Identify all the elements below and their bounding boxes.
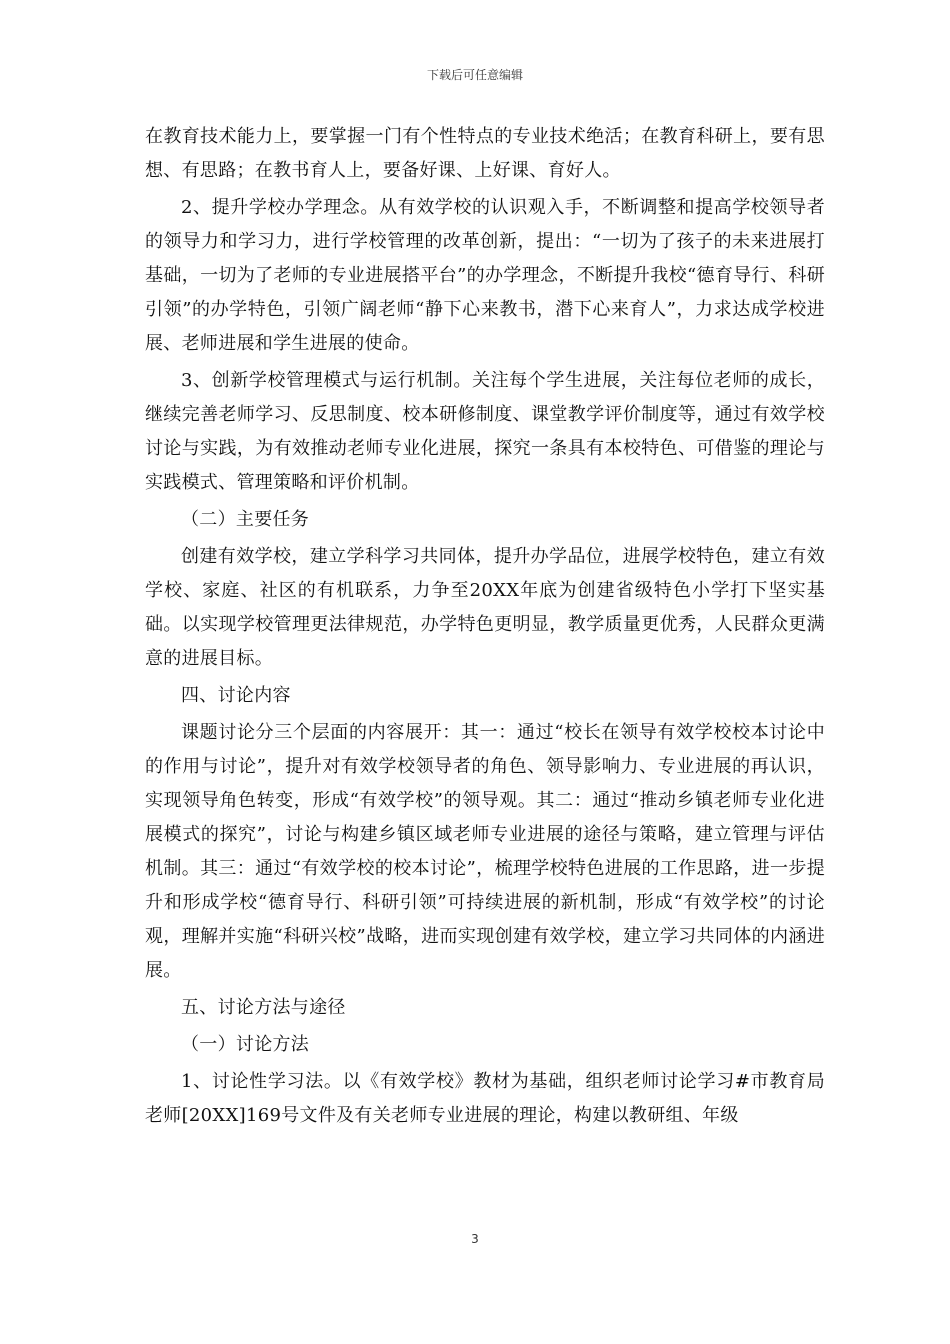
paragraph-continuation: 在教育技术能力上，要掌握一门有个性特点的专业技术绝活；在教育科研上，要有思想、有思路；在教书育人上，要备好课、上好课、育好人。 [145,126,825,181]
paragraph-section-4: 课题讨论分三个层面的内容展开：其一：通过“校长在领导有效学校校本讨论中的作用与讨论”，提升对有效学校领导者的角色、领导影响力、专业进展的再认识，实现领导角色转变，形成“有效学校”的领导观。其二：通过“推动乡镇老师专业化进展模式的探究”，讨论与构建乡镇区域老师专业进展的途径与策略，建立管理与评估机制。其三：通过“有效学校的校本讨论”，梳理学校特色进展的工作思路，进一步提升和形成学校“德育导行、科研引领”可持续进展的新机制，形成“有效学校”的讨论观，理解并实施“科研兴校”战略，进而实现创建有效学校，建立学习共同体的内涵进展。 [145,722,825,981]
heading-section-4: 四、讨论内容 [181,685,291,706]
paragraph-main-tasks: 创建有效学校，建立学科学习共同体，提升办学品位，进展学校特色，建立有效学校、家庭、社区的有机联系，力争至20XX年底为创建省级特色小学打下坚实基础。以实现学校管理更法律规范，办学特色更明显，教学质量更优秀，人民群众更满意的进展目标。 [145,546,825,669]
page-header: 下载后可任意编辑 [426,68,523,82]
paragraph-method-1: 1、讨论性学习法。以《有效学校》教材为基础，组织老师讨论学习#市教育局老师[20XX]169号文件及有关老师专业进展的理论，构建以教研组、年级 [145,1071,825,1126]
paragraph-item-2: 2、提升学校办学理念。从有效学校的认识观入手，不断调整和提高学校领导者的领导力和学习力，进行学校管理的改革创新，提出：“一切为了孩子的未来进展打基础，一切为了老师的专业进展搭平台”的办学理念，不断提升我校“德育导行、科研引领”的办学特色，引领广阔老师“静下心来教书，潜下心来育人”，力求达成学校进展、老师进展和学生进展的使命。 [145,197,825,354]
subheading-methods: （一）讨论方法 [181,1034,310,1055]
document-body [145,120,825,1136]
page-number: 3 [471,1232,479,1246]
subheading-main-tasks: （二）主要任务 [181,509,310,530]
paragraph-item-3: 3、创新学校管理模式与运行机制。关注每个学生进展，关注每位老师的成长，继续完善老师学习、反思制度、校本研修制度、课堂教学评价制度等，通过有效学校讨论与实践，为有效推动老师专业化进展，探究一条具有本校特色、可借鉴的理论与实践模式、管理策略和评价机制。 [145,370,825,493]
heading-section-5: 五、讨论方法与途径 [181,997,346,1018]
